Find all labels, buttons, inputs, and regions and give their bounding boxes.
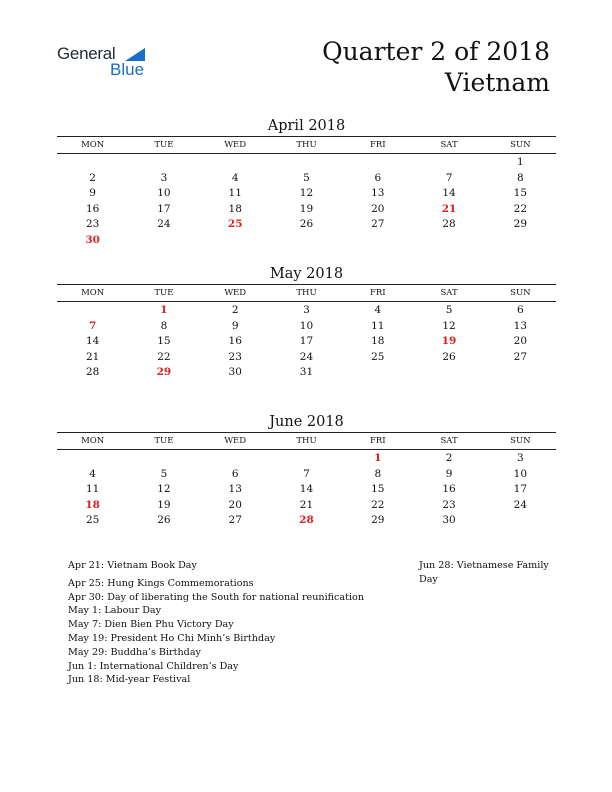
weekday-label: SUN xyxy=(510,140,531,150)
date-cell: 11 xyxy=(371,319,385,332)
date-cell: 27 xyxy=(371,218,385,231)
date-cell: 15 xyxy=(371,483,385,496)
weekday-header xyxy=(57,284,556,302)
date-cell: 23 xyxy=(85,218,100,231)
date-cell: 9 xyxy=(445,467,453,480)
date-cell: 14 xyxy=(299,483,314,496)
weekday-label: THU xyxy=(296,140,317,150)
date-cell: 12 xyxy=(157,483,171,496)
logo xyxy=(57,44,167,84)
day-grid xyxy=(57,451,556,529)
date-cell: 13 xyxy=(228,483,242,496)
date-cell xyxy=(271,155,342,171)
date-cell xyxy=(128,155,199,171)
date-cell: 19 xyxy=(157,498,171,511)
date-cell xyxy=(342,365,413,381)
date-cell: 25 xyxy=(371,350,385,363)
date-cell: 9 xyxy=(89,187,96,200)
date-cell xyxy=(200,451,271,467)
date-cell xyxy=(271,451,342,467)
holiday-item: Jun 18: Mid-year Festival xyxy=(68,674,191,686)
date-cell xyxy=(128,233,199,249)
date-cell xyxy=(200,155,271,171)
date-cell: 5 xyxy=(160,467,168,480)
holiday-item: Apr 30: Day of liberating the South for national reunification xyxy=(68,591,365,603)
date-cell: 29 xyxy=(513,218,528,231)
date-cell: 27 xyxy=(513,350,528,363)
date-cell: 17 xyxy=(513,483,528,496)
date-cell: 5 xyxy=(303,171,310,184)
date-cell: 7 xyxy=(303,467,310,480)
holiday-date: 19 xyxy=(441,335,457,348)
holiday-item: May 29: Buddha’s Birthday xyxy=(68,646,201,658)
month-title: June 2018 xyxy=(269,414,344,430)
date-cell xyxy=(57,451,128,467)
date-cell: 24 xyxy=(157,218,171,231)
page-title xyxy=(322,36,550,98)
weekday-label: SAT xyxy=(440,140,458,150)
date-cell: 4 xyxy=(231,171,239,184)
date-cell: 23 xyxy=(228,350,242,363)
date-cell xyxy=(271,233,342,249)
date-cell: 27 xyxy=(228,514,242,527)
date-cell: 11 xyxy=(85,483,100,496)
date-cell: 16 xyxy=(228,335,242,348)
holiday-list-right xyxy=(419,559,559,587)
weekday-label: WED xyxy=(224,436,247,446)
date-cell: 4 xyxy=(89,467,96,480)
holiday-date: 18 xyxy=(85,498,100,511)
date-cell: 21 xyxy=(85,350,100,363)
date-cell: 8 xyxy=(517,171,524,184)
date-cell: 20 xyxy=(513,335,528,348)
date-cell: 13 xyxy=(371,187,385,200)
date-cell xyxy=(200,233,271,249)
date-cell: 22 xyxy=(513,202,528,215)
logo-text-general: General xyxy=(57,44,116,63)
holiday-date: 30 xyxy=(85,233,100,246)
date-cell: 5 xyxy=(445,304,453,316)
date-cell: 10 xyxy=(513,467,528,480)
date-cell: 1 xyxy=(517,156,524,168)
date-cell: 6 xyxy=(517,304,524,316)
weekday-label: MON xyxy=(81,436,105,446)
date-cell: 3 xyxy=(303,304,310,316)
date-cell: 9 xyxy=(231,319,239,332)
date-cell: 2 xyxy=(89,171,96,184)
date-cell: 23 xyxy=(442,498,456,511)
date-cell: 6 xyxy=(374,171,382,184)
date-cell: 2 xyxy=(231,304,239,316)
date-cell xyxy=(485,513,556,529)
weekday-label: WED xyxy=(224,140,247,150)
date-cell xyxy=(413,365,484,381)
date-cell xyxy=(57,303,128,319)
date-cell: 12 xyxy=(299,187,314,200)
date-cell: 26 xyxy=(299,218,314,231)
date-cell: 20 xyxy=(228,498,242,511)
date-cell: 30 xyxy=(228,366,242,379)
day-grid xyxy=(57,303,556,381)
date-cell: 22 xyxy=(157,350,171,363)
holiday-date: 28 xyxy=(299,514,314,527)
holiday-date: 1 xyxy=(160,304,168,316)
date-cell xyxy=(485,233,556,249)
weekday-label: MON xyxy=(81,288,105,298)
weekday-label: SUN xyxy=(510,436,531,446)
date-cell: 14 xyxy=(442,187,456,200)
date-cell xyxy=(342,233,413,249)
holiday-item: Apr 25: Hung Kings Commemorations xyxy=(68,577,254,589)
date-cell: 24 xyxy=(299,350,314,363)
date-cell: 14 xyxy=(85,335,100,348)
month-title: April 2018 xyxy=(267,118,346,134)
month-title: May 2018 xyxy=(269,266,344,282)
weekday-label: FRI xyxy=(369,140,386,150)
holiday-item: May 19: President Ho Chi Minh’s Birthday xyxy=(68,632,276,644)
holiday-item: May 1: Labour Day xyxy=(68,605,162,617)
logo-text-blue: Blue xyxy=(110,60,145,79)
weekday-label: SUN xyxy=(510,288,531,298)
date-cell: 15 xyxy=(157,335,171,348)
date-cell: 17 xyxy=(157,202,171,215)
date-cell xyxy=(342,155,413,171)
date-cell: 28 xyxy=(442,218,456,231)
holiday-item: Jun 1: International Children’s Day xyxy=(68,660,239,672)
holiday-date: 29 xyxy=(156,366,172,379)
weekday-label: FRI xyxy=(369,436,386,446)
date-cell: 3 xyxy=(160,171,168,184)
holiday-item: Apr 21: Vietnam Book Day xyxy=(68,560,197,571)
date-cell: 15 xyxy=(513,187,528,200)
date-cell: 21 xyxy=(299,498,314,511)
date-cell: 8 xyxy=(160,319,168,332)
date-cell: 10 xyxy=(157,187,171,200)
date-cell: 6 xyxy=(231,467,239,480)
weekday-label: TUE xyxy=(154,140,174,150)
date-cell: 24 xyxy=(513,498,528,511)
holiday-list-left xyxy=(68,559,364,687)
weekday-label: THU xyxy=(296,288,317,298)
date-cell: 28 xyxy=(85,366,100,379)
date-cell xyxy=(413,233,484,249)
date-cell xyxy=(485,365,556,381)
date-cell: 7 xyxy=(445,171,453,184)
date-cell: 3 xyxy=(517,452,524,464)
weekday-label: SAT xyxy=(440,436,458,446)
title-country: Vietnam xyxy=(444,68,550,97)
date-cell: 16 xyxy=(85,202,100,215)
date-cell: 19 xyxy=(299,202,314,215)
date-cell: 8 xyxy=(374,467,382,480)
month-may xyxy=(57,264,556,381)
month-april xyxy=(57,116,556,249)
date-cell: 18 xyxy=(371,335,385,348)
date-cell: 25 xyxy=(85,514,100,527)
date-cell: 29 xyxy=(371,514,385,527)
date-cell: 26 xyxy=(442,350,456,363)
day-grid xyxy=(57,155,556,249)
date-cell: 31 xyxy=(299,366,314,379)
date-cell: 22 xyxy=(371,498,385,511)
date-cell: 4 xyxy=(374,304,382,316)
date-cell xyxy=(57,155,128,171)
weekday-label: THU xyxy=(296,436,317,446)
date-cell: 26 xyxy=(157,514,171,527)
holiday-date: 21 xyxy=(441,202,457,215)
date-cell xyxy=(128,451,199,467)
holiday-date: 1 xyxy=(374,452,382,464)
weekday-label: TUE xyxy=(154,436,174,446)
holiday-item: Jun 28: Vietnamese Family Day xyxy=(419,560,549,585)
weekday-label: FRI xyxy=(369,288,386,298)
date-cell: 30 xyxy=(442,514,456,527)
weekday-label: TUE xyxy=(154,288,174,298)
holiday-date: 25 xyxy=(227,218,243,231)
holiday-date: 7 xyxy=(88,319,97,332)
date-cell xyxy=(413,155,484,171)
month-june xyxy=(57,412,556,529)
date-cell: 18 xyxy=(228,202,242,215)
date-cell: 17 xyxy=(299,335,314,348)
weekday-label: MON xyxy=(81,140,105,150)
date-cell: 13 xyxy=(513,319,528,332)
date-cell: 12 xyxy=(442,319,456,332)
weekday-label: SAT xyxy=(440,288,458,298)
date-cell: 11 xyxy=(228,187,242,200)
holiday-item: May 7: Dien Bien Phu Victory Day xyxy=(68,619,234,631)
date-cell: 10 xyxy=(299,319,314,332)
weekday-label: WED xyxy=(224,288,247,298)
date-cell: 2 xyxy=(445,452,453,464)
weekday-header xyxy=(57,136,556,154)
date-cell: 16 xyxy=(442,483,456,496)
title-quarter: Quarter 2 of 2018 xyxy=(322,37,550,66)
date-cell: 20 xyxy=(371,202,385,215)
weekday-header xyxy=(57,432,556,450)
